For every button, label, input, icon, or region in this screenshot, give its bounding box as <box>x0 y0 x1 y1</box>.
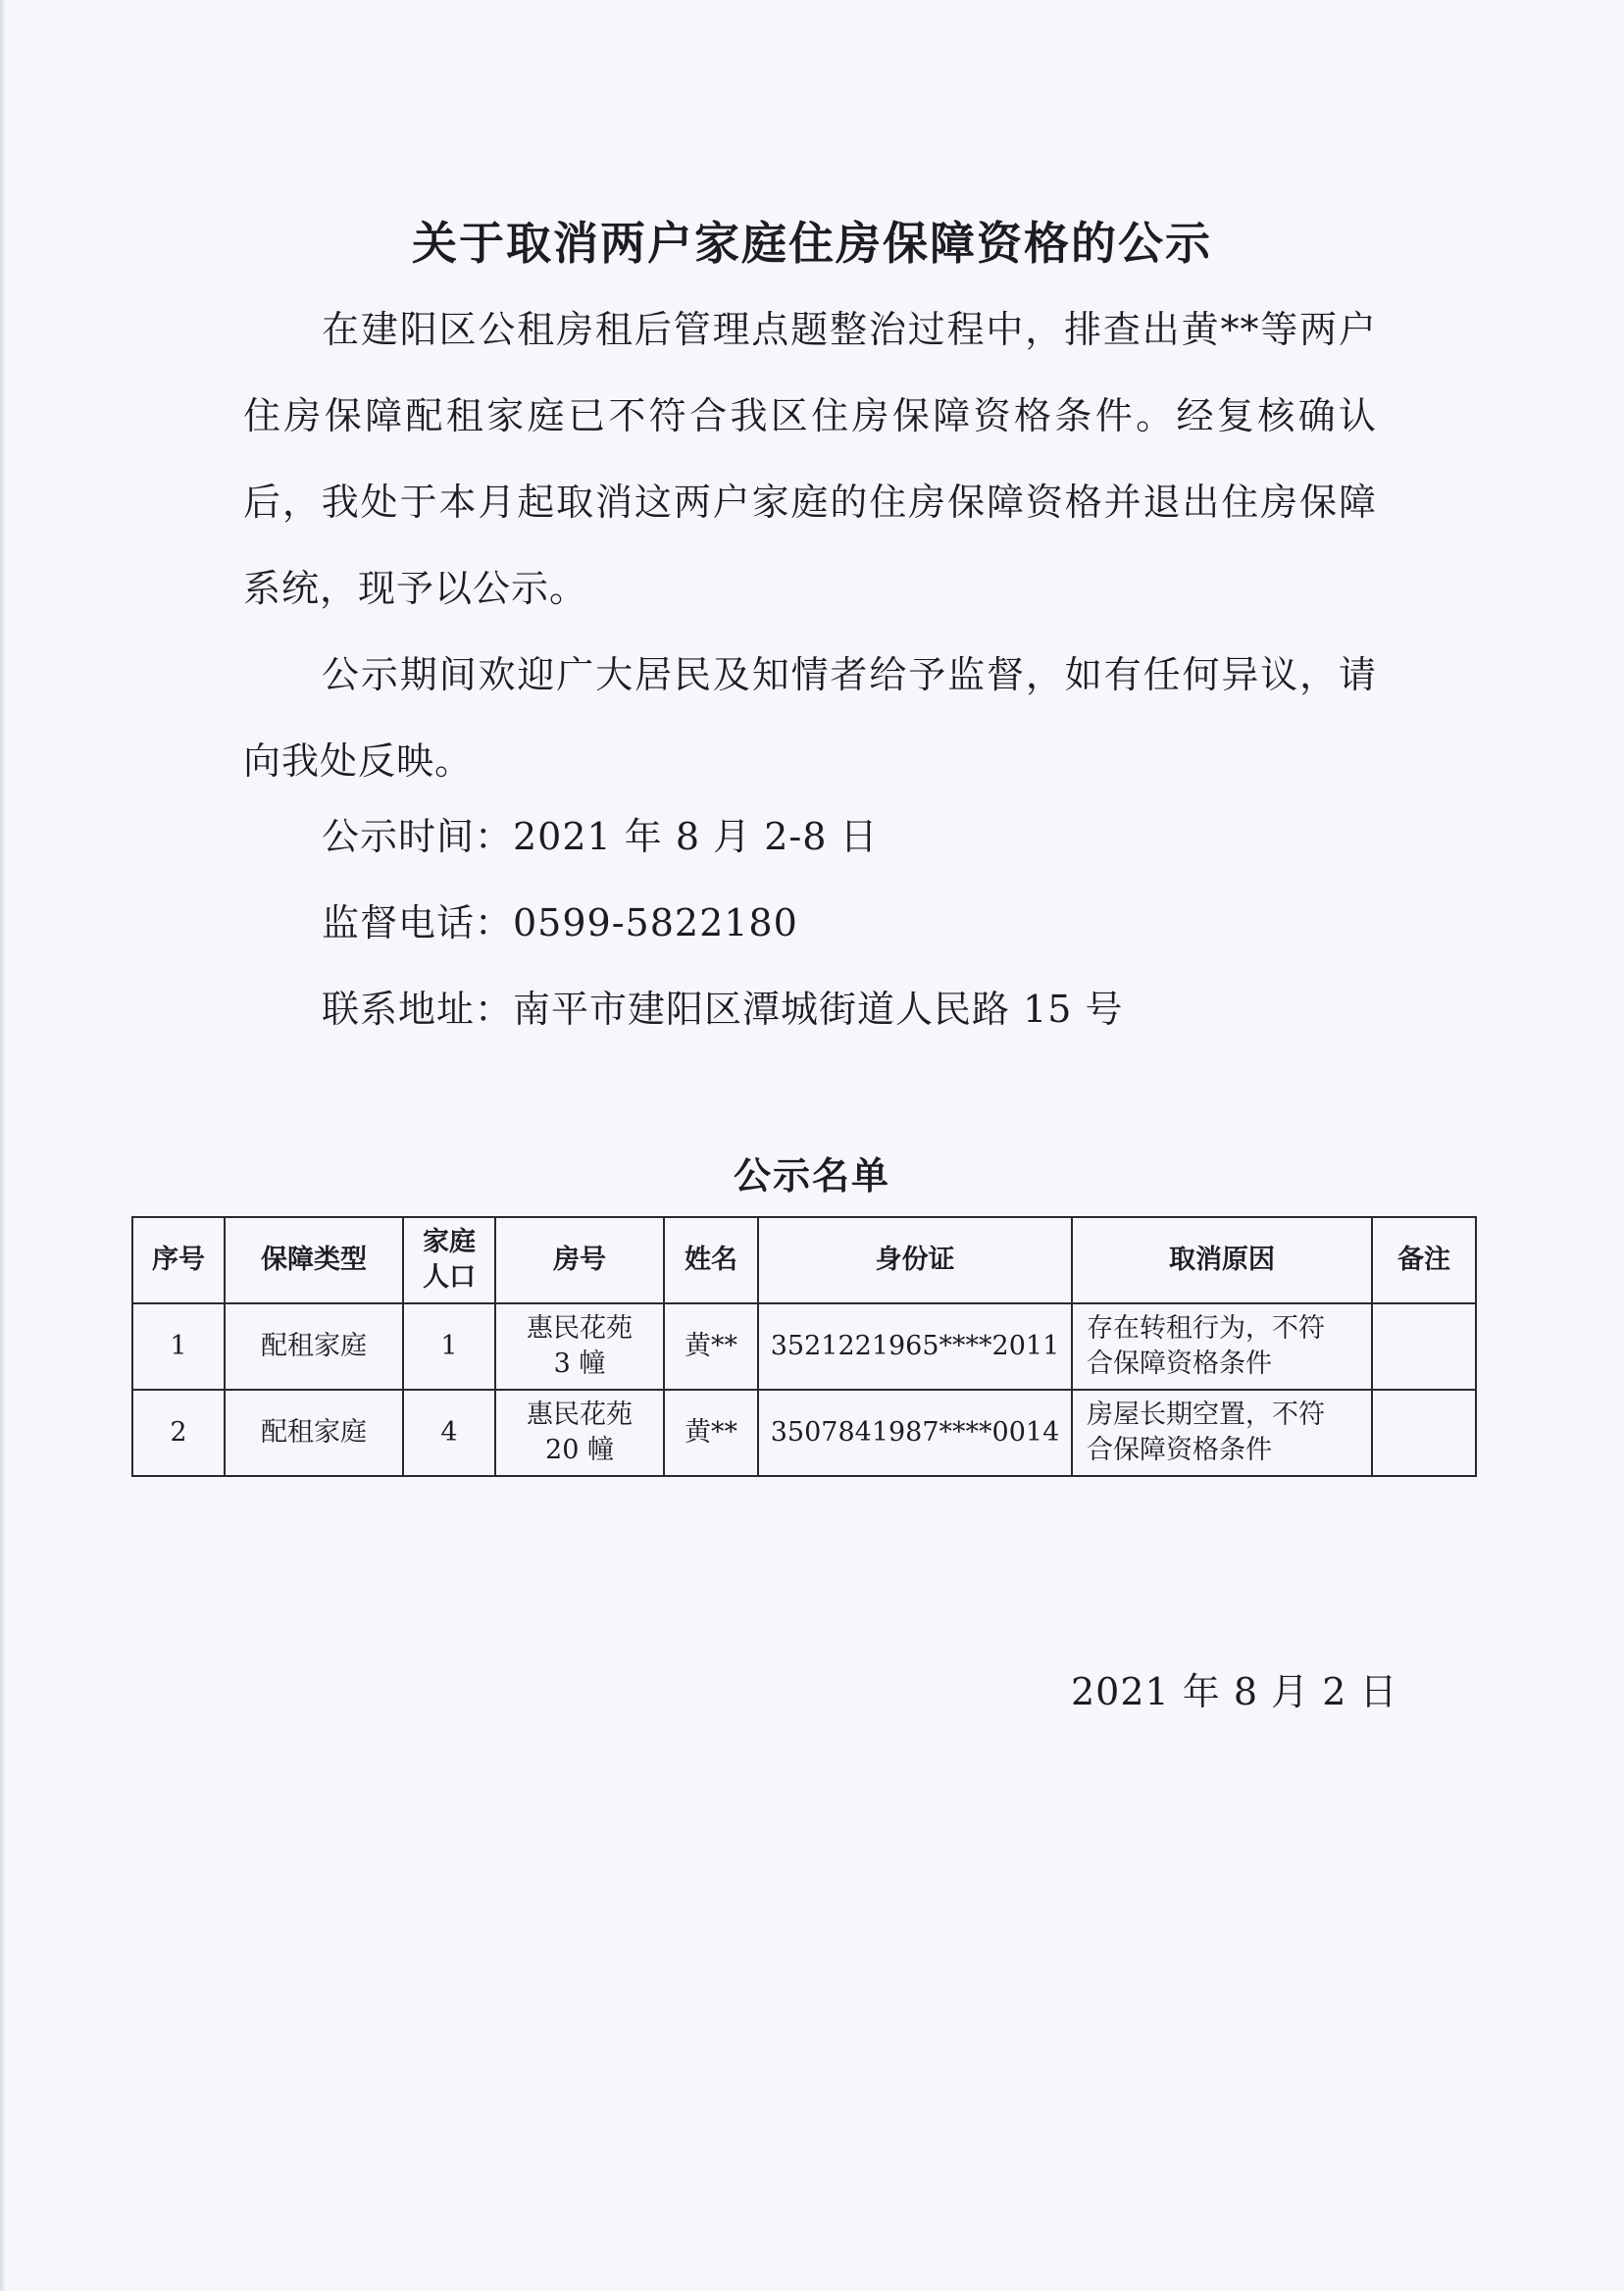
header-remark: 备注 <box>1372 1217 1476 1303</box>
cell-reason <box>1072 1303 1372 1390</box>
paragraph-1: 在建阳区公租房租后管理点题整治过程中，排查出黄**等两户住房保障配租家庭已不符合我区住房保障资格条件。经复核确认后，我处于本月起取消这两户家庭的住房保障资格并退出住房保障系统，现予以公示。 <box>243 308 1377 610</box>
header-id: 身份证 <box>758 1217 1072 1303</box>
cell-reason <box>1072 1390 1372 1476</box>
header-room: 房号 <box>495 1217 664 1303</box>
cell-index: 1 <box>132 1303 225 1390</box>
header-index: 序号 <box>132 1217 225 1303</box>
header-name: 姓名 <box>664 1217 758 1303</box>
cell-room <box>495 1390 664 1476</box>
cell-room-line2: 3 幢 <box>553 1349 606 1379</box>
cell-room-line1: 惠民花苑 <box>527 1400 633 1430</box>
cell-id: 3507841987****0014 <box>758 1390 1072 1476</box>
cell-reason-line1: 房屋长期空置，不符 <box>1087 1400 1325 1430</box>
cell-id: 3521221965****2011 <box>758 1303 1072 1390</box>
cell-room-line2: 20 幢 <box>545 1435 614 1465</box>
paragraph-2: 公示期间欢迎广大居民及知情者给予监督，如有任何异议，请向我处反映。 <box>243 653 1377 783</box>
cell-remark <box>1372 1390 1476 1476</box>
cell-household: 1 <box>403 1303 495 1390</box>
cell-reason-line1: 存在转租行为，不符 <box>1087 1313 1325 1344</box>
address-line: 联系地址：南平市建阳区潭城街道人民路 15 号 <box>322 988 1124 1031</box>
cell-household: 4 <box>403 1390 495 1476</box>
cell-name: 黄** <box>664 1303 758 1390</box>
cell-room-line1: 惠民花苑 <box>527 1313 633 1344</box>
phone-line: 监督电话：0599-5822180 <box>322 901 798 944</box>
period-line: 公示时间：2021 年 8 月 2-8 日 <box>322 815 879 858</box>
table-row <box>132 1303 1476 1390</box>
header-household-line2: 人口 <box>423 1262 476 1293</box>
cell-index: 2 <box>132 1390 225 1476</box>
header-household-line1: 家庭 <box>423 1227 476 1257</box>
cell-remark <box>1372 1303 1476 1390</box>
cell-room <box>495 1303 664 1390</box>
cell-name: 黄** <box>664 1390 758 1476</box>
table-header-row <box>132 1217 1476 1303</box>
header-household <box>403 1217 495 1303</box>
list-title: 公示名单 <box>733 1154 890 1197</box>
cell-type: 配租家庭 <box>225 1390 403 1476</box>
roster-table <box>131 1216 1477 1477</box>
table-row <box>132 1390 1476 1476</box>
cell-reason-line2: 合保障资格条件 <box>1087 1435 1272 1465</box>
cell-reason-line2: 合保障资格条件 <box>1087 1349 1272 1379</box>
header-type: 保障类型 <box>225 1217 403 1303</box>
header-reason: 取消原因 <box>1072 1217 1372 1303</box>
signature-date: 2021 年 8 月 2 日 <box>1071 1670 1398 1713</box>
cell-type: 配租家庭 <box>225 1303 403 1390</box>
document-title: 关于取消两户家庭住房保障资格的公示 <box>412 217 1212 270</box>
